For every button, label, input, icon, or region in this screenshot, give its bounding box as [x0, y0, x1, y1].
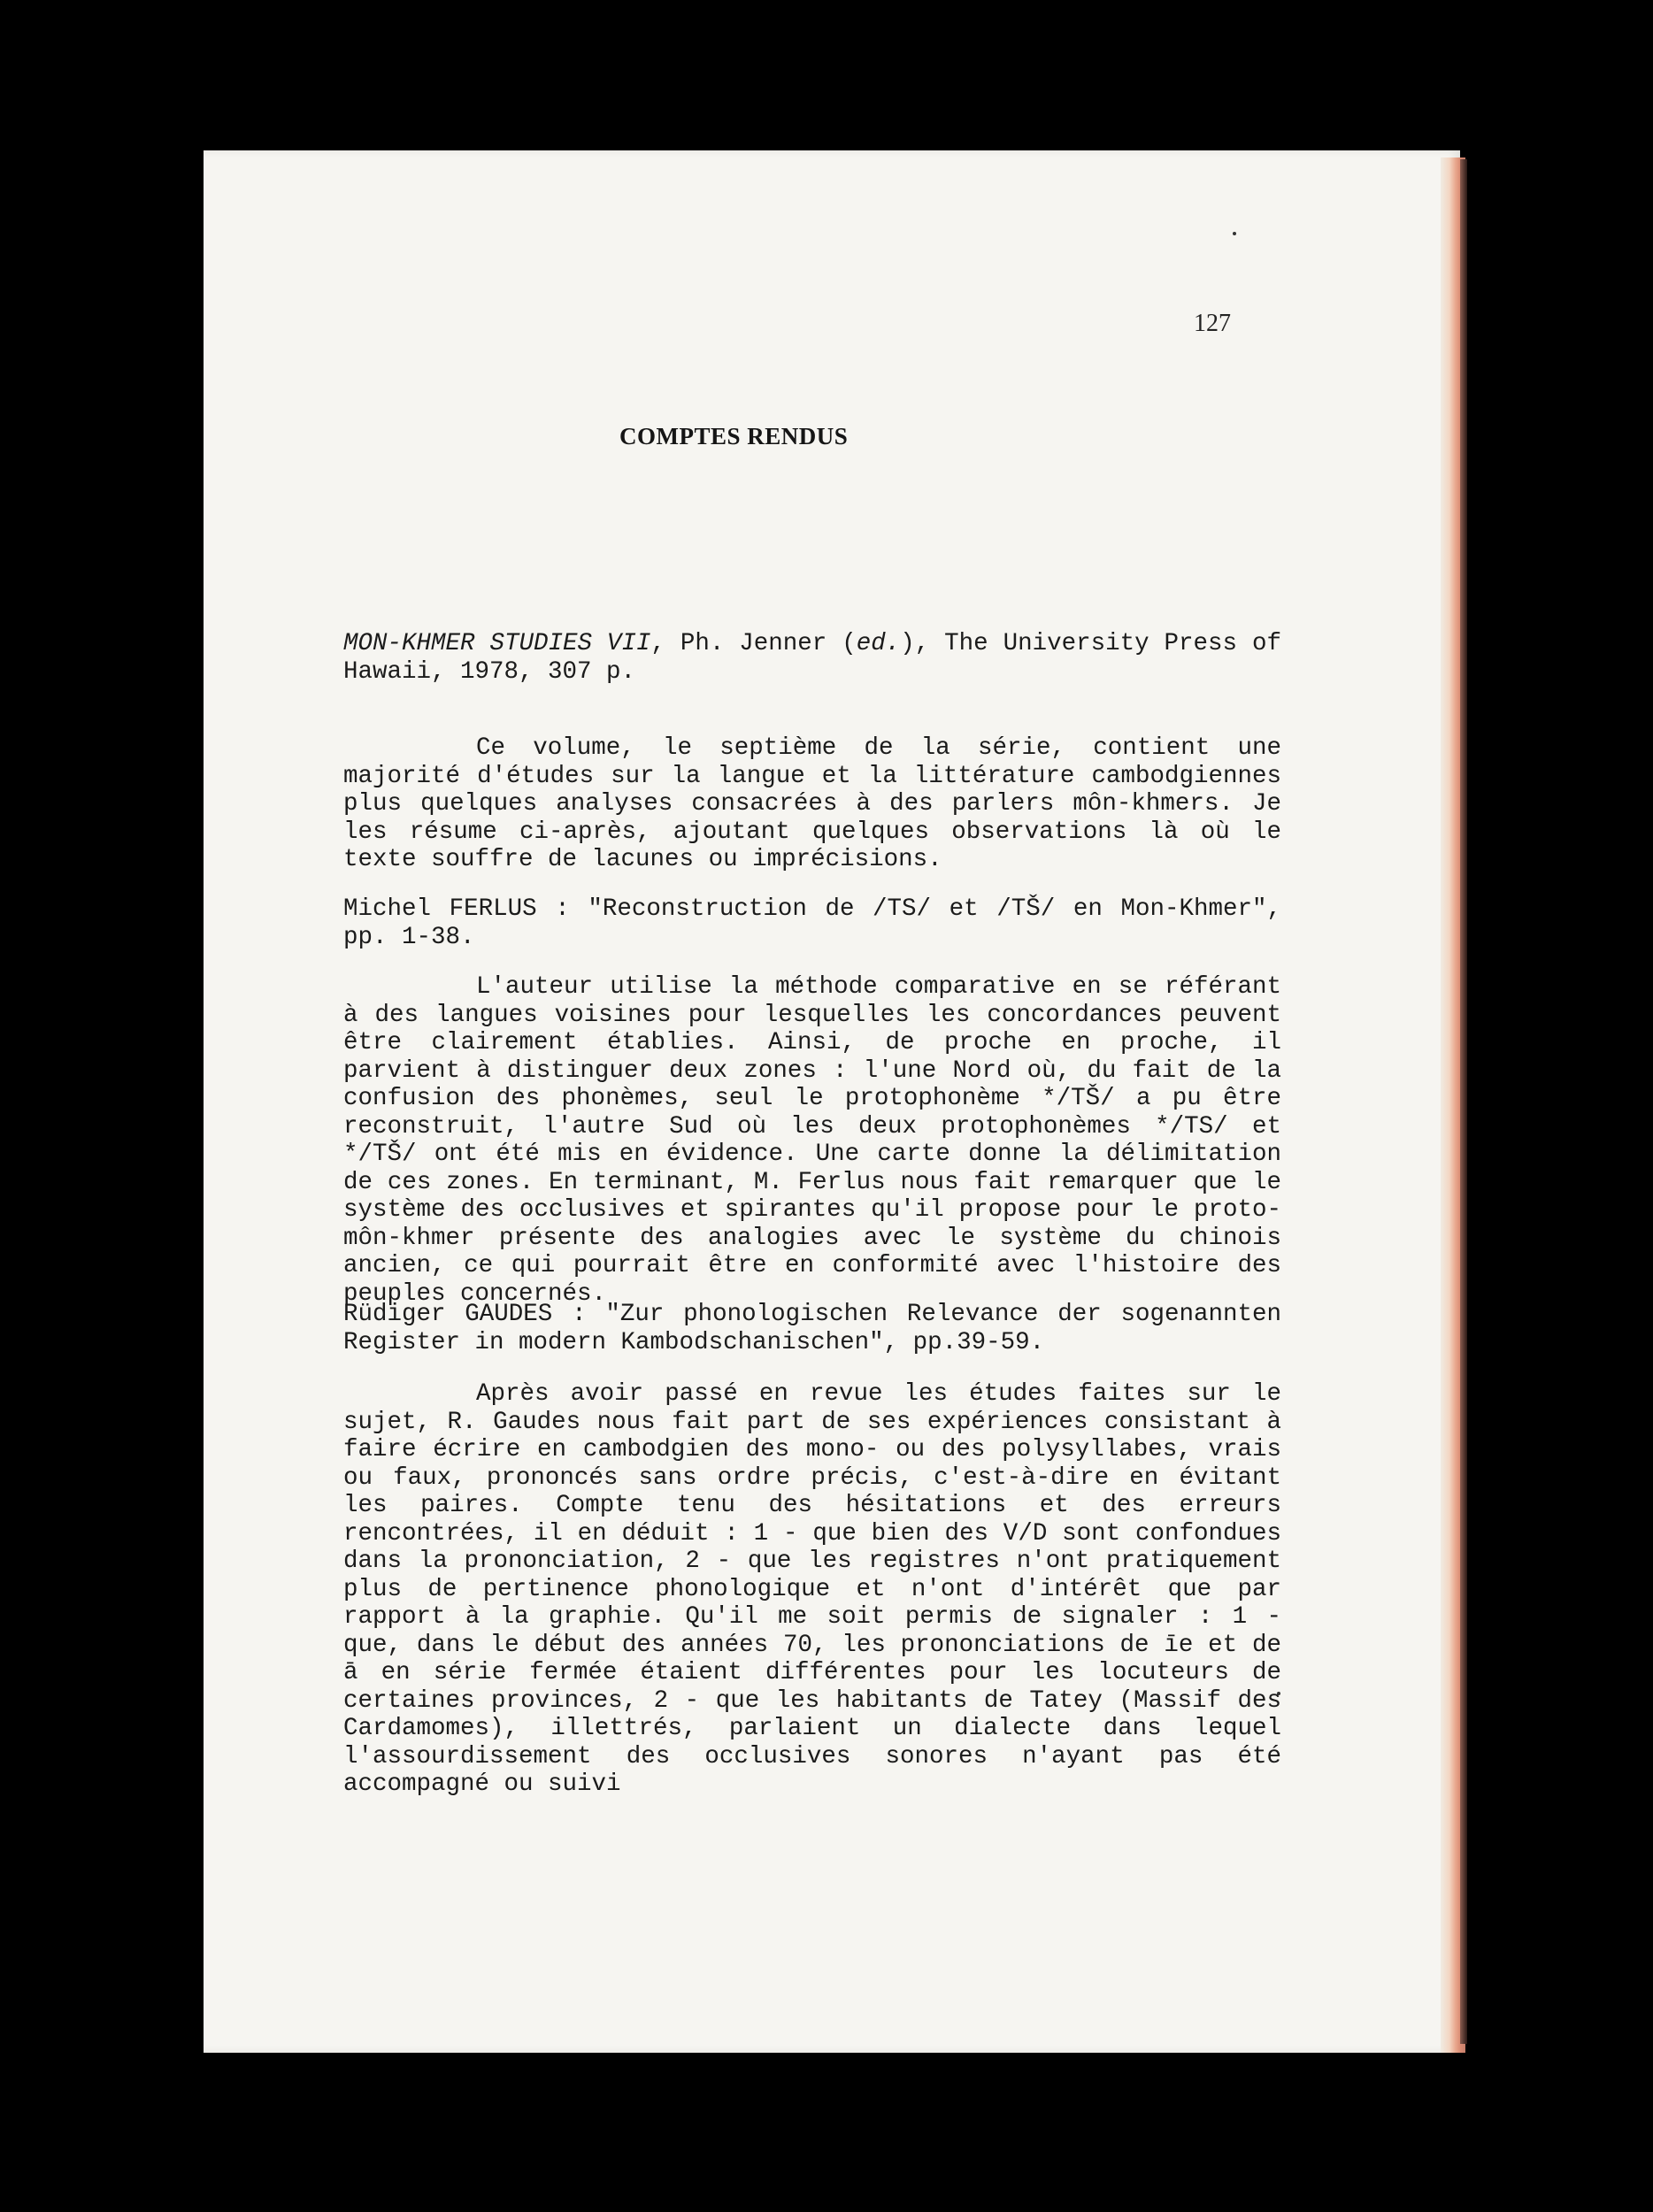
- book-title: MON-KHMER STUDIES VII: [343, 630, 651, 657]
- article2-citation: [343, 1301, 1281, 1356]
- section-title: COMPTES RENDUS: [619, 423, 849, 449]
- page-number: 127: [1194, 310, 1231, 337]
- article1-citation-text: Michel FERLUS : "Reconstruction de /TS/ et /TŠ/ en Mon-Khmer", pp. 1-38.: [343, 895, 1281, 951]
- stray-mark: [1233, 232, 1236, 235]
- article1-citation: [343, 895, 1281, 951]
- page-edge-shadow: [1460, 159, 1467, 2044]
- article1-summary-text: L'auteur utilise la méthode comparative en se référant à des langues voisines pour lesquelles les concordances peuvent être clairement établies. Ainsi, de proche en proche, il parvient à distinguer deux zones : l'une Nord où, du fait de la confusion des phonèmes, seul le protophonème */TŠ/ a pu être reconstruit, l'autre Sud où les deux protophonèmes */TS/ et */TŠ/ ont été mis en évidence. Une carte donne la délimitation de ces zones. En terminant, M. Ferlus nous fait remarquer que le système des occlusives et spirantes qu'il propose pour le proto-môn-khmer présente des analogies avec le système du chinois ancien, ce qui pourrait être en conformité avec l'histoire des peuples concernés.: [343, 973, 1281, 1308]
- book-reference-part: , Ph. Jenner (: [650, 630, 857, 657]
- intro-paragraph: [343, 734, 1281, 874]
- book-reference-part: ), The University Press of Hawaii, 1978, 307 p.: [343, 630, 1281, 686]
- article2-citation-text: Rüdiger GAUDES : "Zur phonologischen Relevance der sogenannten Register in modern Kambodschanischen", pp.39-59.: [343, 1301, 1281, 1356]
- book-editor-abbrev: ed.: [856, 630, 901, 657]
- article2-summary-text: Après avoir passé en revue les études faites sur le sujet, R. Gaudes nous fait part de ses expériences consistant à faire écrire en cambodgien des mono- ou des polysyllabes, vrais ou faux, prononcés sans ordre précis, c'est-à-dire en évitant les paires. Compte tenu des hésitations et des erreurs rencontrées, il en déduit : 1 - que bien des V/D sont confondues dans la prononciation, 2 - que les registres n'ont pratiquement plus de pertinence phonologique et n'ont d'intérêt que par rapport à la graphie. Qu'il me soit permis de signaler : 1 - que, dans le début des années 70, les prononciations de īe et de ā en série fermée étaient différentes pour les locuteurs de certaines provinces, 2 - que les habitants de Tatey (Massif des Cardamomes), illettrés, parlaient un dialecte dans lequel l'assourdissement des occlusives sonores n'ayant pas été accompagné ou suivi: [343, 1380, 1281, 1798]
- book-reference: [343, 630, 1281, 686]
- article1-summary: [343, 973, 1281, 1308]
- intro-text: Ce volume, le septième de la série, contient une majorité d'études sur la langue et la littérature cambodgiennes plus quelques analyses consacrées à des parlers môn-khmers. Je les résume ci-après, ajoutant quelques observations là où le texte souffre de lacunes ou imprécisions.: [343, 734, 1281, 873]
- article2-summary: [343, 1380, 1281, 1799]
